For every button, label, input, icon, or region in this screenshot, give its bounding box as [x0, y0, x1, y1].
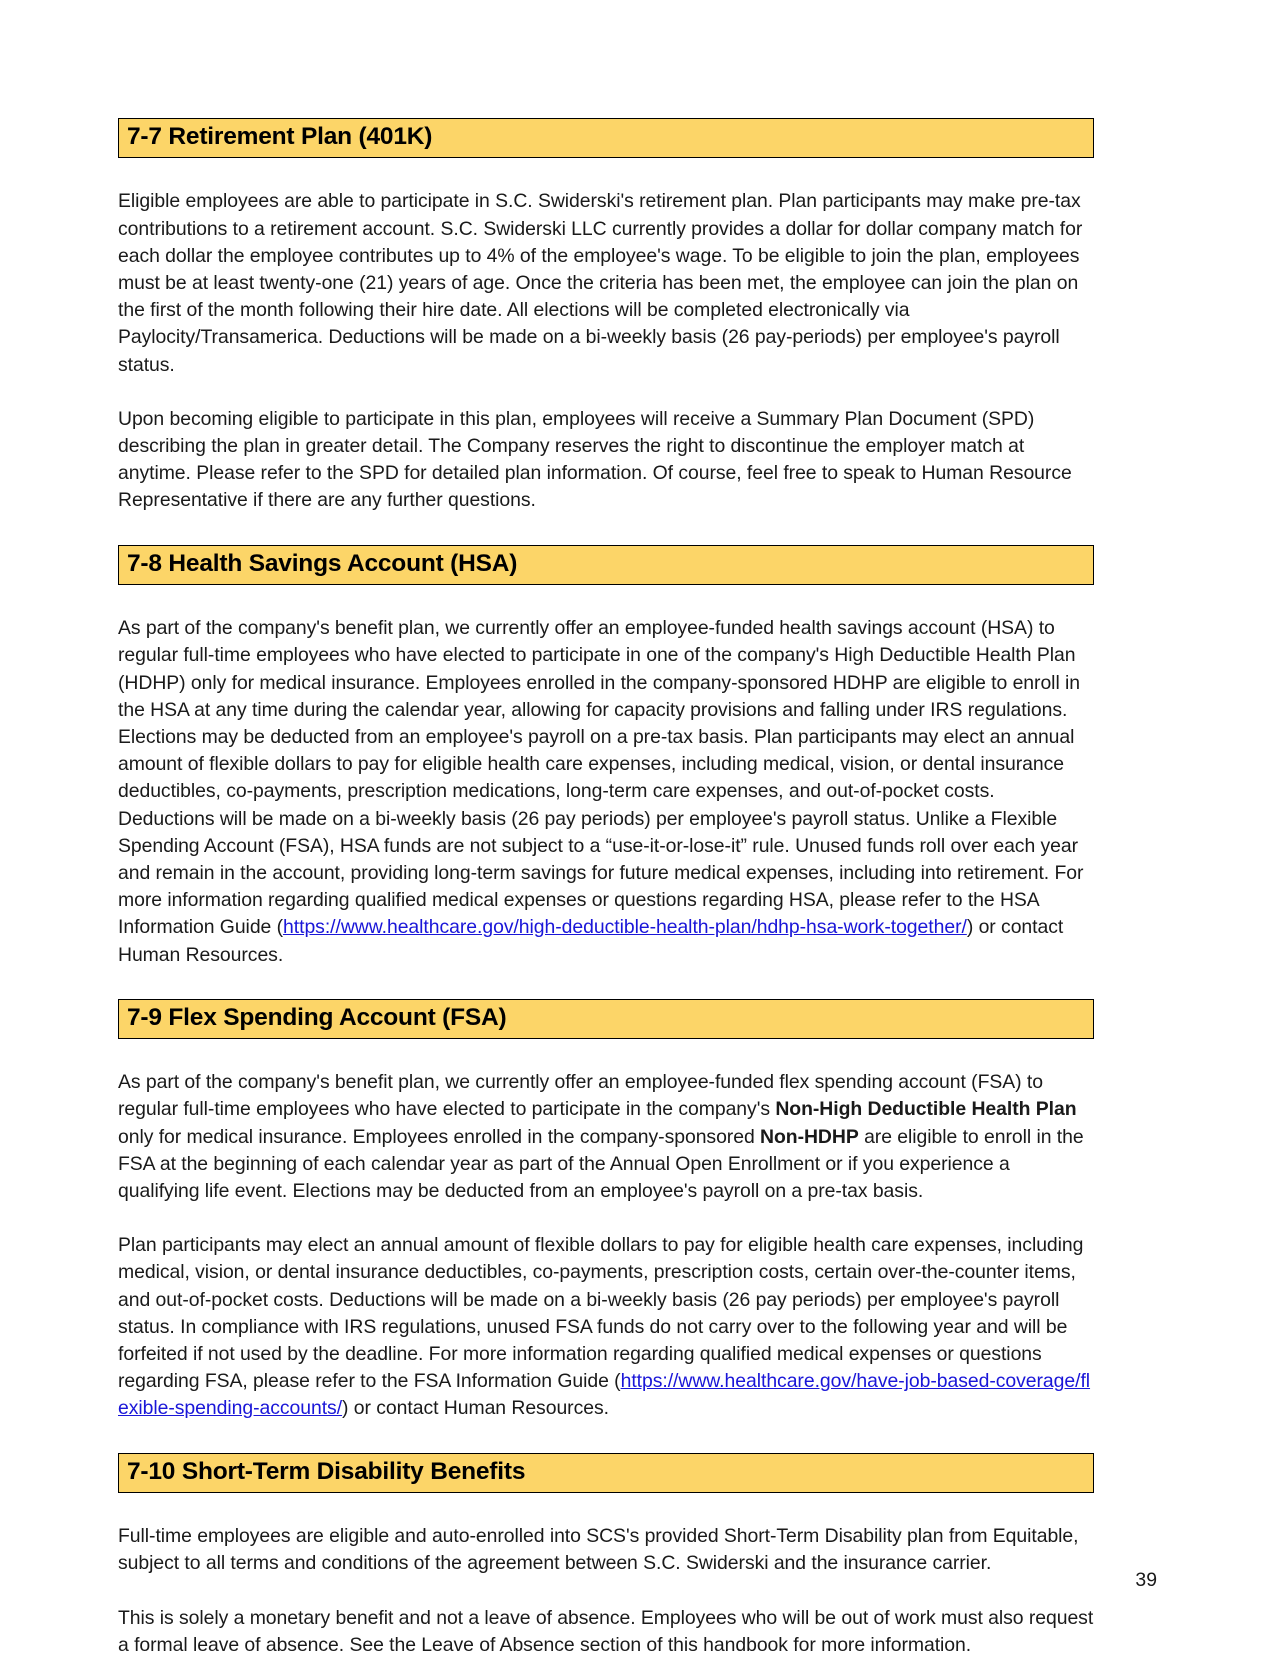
section-heading-health-savings-account: 7-8 Health Savings Account (HSA)	[118, 545, 1094, 585]
page-number: 39	[1135, 1569, 1157, 1591]
spacer	[118, 585, 1157, 615]
paragraph-fsa-2	[118, 1232, 1094, 1422]
fsa-text-c: are eligible to enroll in the FSA at the beginning of each calendar year as part of the Annual Open Enrollment or if you experience a qualifying life event. Elections may be deducted from an employee's payroll on a pre-tax basis.	[118, 1125, 1084, 1203]
hsa-text-after-link: ) or contact Human Resources.	[118, 916, 1064, 966]
section-heading-short-term-disability: 7-10 Short-Term Disability Benefits	[118, 1453, 1094, 1493]
hsa-text-before-link: As part of the company's benefit plan, we currently offer an employee-funded health savings account (HSA) to regular full-time employees who have elected to participate in one of the company's High Deductible Health Plan (HDHP) only for medical insurance. Employees enrolled in the company-sponsored HDHP are eligible to enroll in the HSA at any time during the calendar year, allowing for capacity provisions and falling under IRS regulations. Elections may be deducted from an employee's payroll on a pre-tax basis. Plan participants may elect an annual amount of flexible dollars to pay for eligible health care expenses, including medical, vision, or dental insurance deductibles, co-payments, prescription medications, long-term care expenses, and out-of-pocket costs. Deductions will be made on a bi-weekly basis (26 pay periods) per employee's payroll status. Unlike a Flexible Spending Account (FSA), HSA funds are not subject to a “use-it-or-lose-it” rule. Unused funds roll over each year and remain in the account, providing long-term savings for future medical expenses, including into retirement. For more information regarding qualified medical expenses or questions regarding HSA, please refer to the HSA Information Guide (	[118, 617, 1084, 939]
fsa-information-guide-link[interactable]: https://www.healthcare.gov/have-job-based-coverage/flexible-spending-accounts/	[118, 1370, 1091, 1420]
section-heading-flex-spending-account: 7-9 Flex Spending Account (FSA)	[118, 999, 1094, 1039]
spacer	[118, 1423, 1157, 1453]
spacer	[118, 515, 1157, 545]
fsa-text-a: As part of the company's benefit plan, we currently offer an employee-funded flex spending account (FSA) to regular full-time employees who have elected to participate in the company's	[118, 1071, 1043, 1121]
spacer	[118, 158, 1157, 188]
spacer	[118, 1493, 1157, 1523]
paragraph-retirement-1: Eligible employees are able to participate in S.C. Swiderski's retirement plan. Plan participants may make pre-tax contributions to a retirement account. S.C. Swiderski LLC currently provides a dollar for dollar company match for each dollar the employee contributes up to 4% of the employee's wage. To be eligible to join the plan, employees must be at least twenty-one (21) years of age. Once the criteria has been met, the employee can join the plan on the first of the month following their hire date. All elections will be completed electronically via Paylocity/Transamerica. Deductions will be made on a bi-weekly basis (26 pay-periods) per employee's payroll status.	[118, 190, 1083, 376]
hsa-information-guide-link[interactable]: https://www.healthcare.gov/high-deductible-health-plan/hdhp-hsa-work-together/	[283, 916, 967, 939]
paragraph-fsa-1	[118, 1069, 1094, 1205]
spacer	[118, 1578, 1157, 1605]
paragraph-disability-1: Full-time employees are eligible and auto-enrolled into SCS's provided Short-Term Disability plan from Equitable, subject to all terms and conditions of the agreement between S.C. Swiderski and the insurance carrier.	[118, 1525, 1079, 1575]
fsa-text-after-link: ) or contact Human Resources.	[342, 1397, 609, 1420]
fsa-text-before-link: Plan participants may elect an annual amount of flexible dollars to pay for eligible health care expenses, including medical, vision, or dental insurance deductibles, co-payments, prescription costs, certain over-the-counter items, and out-of-pocket costs. Deductions will be made on a bi-weekly basis (26 pay periods) per employee's payroll status. In compliance with IRS regulations, unused FSA funds do not carry over to the following year and will be forfeited if not used by the deadline. For more information regarding qualified medical expenses or questions regarding FSA, please refer to the FSA Information Guide (	[118, 1234, 1084, 1393]
section-heading-retirement-plan: 7-7 Retirement Plan (401K)	[118, 118, 1094, 158]
spacer	[118, 969, 1157, 999]
paragraph-retirement-2: Upon becoming eligible to participate in this plan, employees will receive a Summary Plan Document (SPD) describing the plan in greater detail. The Company reserves the right to discontinue the employer match at anytime. Please refer to the SPD for detailed plan information. Of course, feel free to speak to Human Resource Representative if there are any further questions.	[118, 407, 1072, 512]
paragraph-hsa	[118, 615, 1094, 969]
paragraph-disability-2: This is solely a monetary benefit and not a leave of absence. Employees who will be out of work must also request a formal leave of absence. See the Leave of Absence section of this handbook for more information.	[118, 1606, 1094, 1656]
spacer	[118, 1205, 1157, 1232]
fsa-bold-non-high-deductible-health-plan: Non-High Deductible Health Plan	[775, 1098, 1077, 1121]
fsa-text-b: only for medical insurance. Employees enrolled in the company-sponsored	[118, 1125, 761, 1148]
spacer	[118, 1039, 1157, 1069]
fsa-bold-non-hdhp: Non-HDHP	[760, 1125, 859, 1148]
spacer	[118, 379, 1157, 406]
